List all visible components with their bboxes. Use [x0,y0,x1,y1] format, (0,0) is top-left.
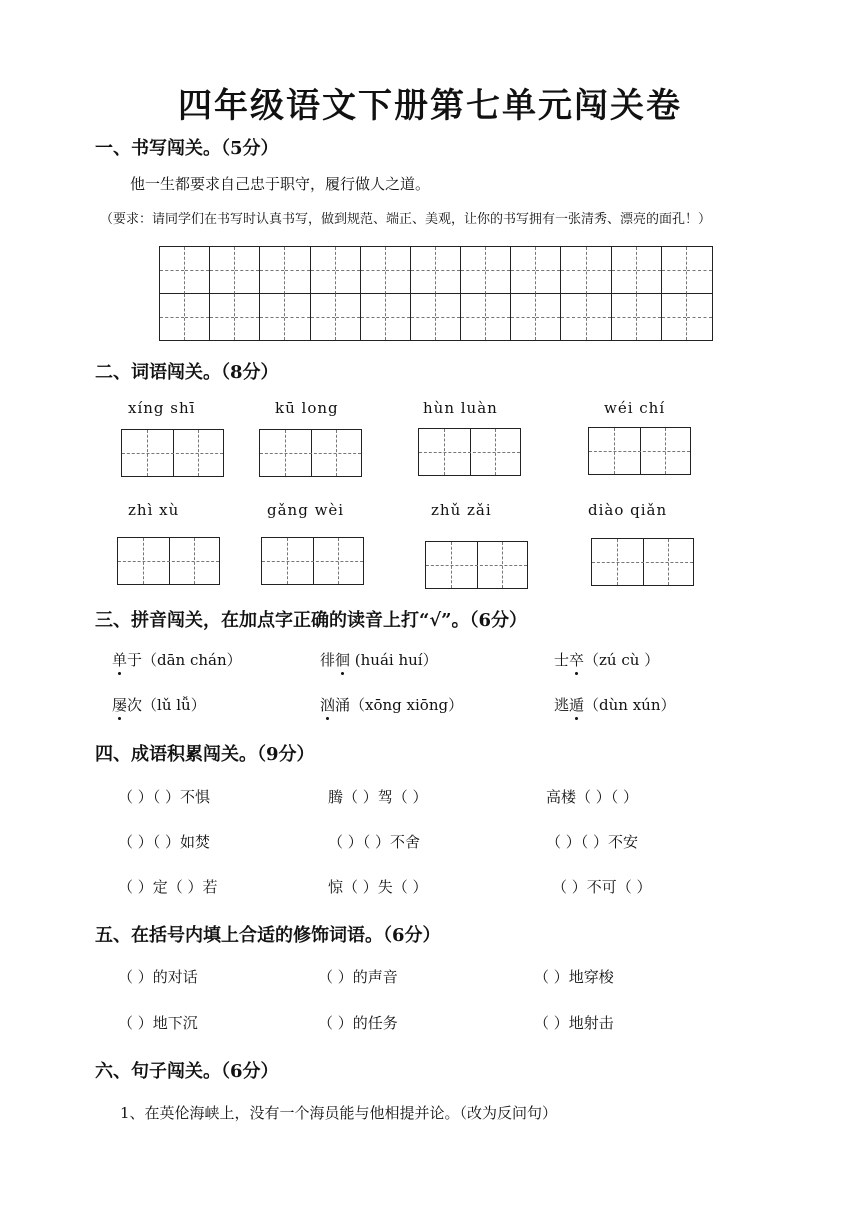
writing-cell[interactable] [285,247,310,294]
writing-cell[interactable] [637,247,662,294]
idiom-blank[interactable]: （ ）（ ）不安 [546,833,639,851]
pronunciation-item[interactable]: 逃遁（dùn xún） [554,696,676,714]
page-title: 四年级语文下册第七单元闯关卷 [178,86,682,126]
writing-cell[interactable] [587,247,612,294]
writing-cell[interactable] [612,247,637,294]
section-6-heading: 六、句子闯关。（6分） [95,1061,279,1082]
word-box[interactable] [588,427,691,475]
pronunciation-item[interactable]: 徘徊 (huái huí） [320,651,438,669]
section-2-heading: 二、词语闯关。（8分） [95,362,279,383]
writing-cell[interactable] [336,247,361,294]
word-box[interactable] [425,541,528,589]
writing-cell[interactable] [587,294,612,341]
pinyin-word: zhǔ zǎi [431,501,492,519]
writing-cell[interactable] [461,247,486,294]
writing-cell[interactable] [160,294,185,341]
pinyin-word: xíng shī [128,399,196,417]
modifier-blank[interactable]: （ ）的对话 [118,968,198,986]
writing-cell[interactable] [311,294,336,341]
word-box[interactable] [591,538,694,586]
pronunciation-item[interactable]: 单于（dān chán） [112,651,242,669]
modifier-blank[interactable]: （ ）的声音 [318,968,398,986]
writing-cell[interactable] [561,294,586,341]
writing-cell[interactable] [386,294,411,341]
writing-cell[interactable] [235,247,260,294]
idiom-blank[interactable]: （ ）定（ ）若 [118,878,218,896]
idiom-blank[interactable]: （ ）（ ）如焚 [118,833,211,851]
writing-cell[interactable] [486,294,511,341]
writing-cell[interactable] [160,247,185,294]
writing-cell[interactable] [687,294,712,341]
writing-cell[interactable] [662,247,687,294]
copy-sentence: 他一生都要求自己忠于职守，履行做人之道。 [130,175,431,193]
writing-cell[interactable] [386,247,411,294]
writing-cell[interactable] [486,247,511,294]
writing-cell[interactable] [511,247,536,294]
writing-cell[interactable] [436,247,461,294]
modifier-blank[interactable]: （ ）的任务 [318,1014,398,1032]
writing-cell[interactable] [260,294,285,341]
pronunciation-item[interactable]: 屡次（lǔ lǚ） [112,696,206,714]
modifier-blank[interactable]: （ ）地穿梭 [534,968,614,986]
idiom-blank[interactable]: 腾（ ）驾（ ） [328,788,428,806]
pinyin-word: zhì xù [128,501,180,519]
pinyin-word: wéi chí [604,399,666,417]
writing-cell[interactable] [260,247,285,294]
pronunciation-item[interactable]: 士卒（zú cù ） [554,651,660,669]
section-3-heading: 三、拼音闯关，在加点字正确的读音上打“√”。（6分） [95,610,528,631]
idiom-blank[interactable]: （ ）不可（ ） [552,878,652,896]
idiom-blank[interactable]: （ ）（ ）不舍 [328,833,421,851]
writing-cell[interactable] [185,247,210,294]
word-box[interactable] [261,537,364,585]
writing-cell[interactable] [561,247,586,294]
writing-cell[interactable] [210,294,235,341]
writing-cell[interactable] [285,294,310,341]
writing-note: （要求：请同学们在书写时认真书写，做到规范、端正、美观，让你的书写拥有一张清秀、漂亮的面孔！） [100,212,712,227]
writing-cell[interactable] [411,294,436,341]
writing-cell[interactable] [637,294,662,341]
writing-grid[interactable] [159,246,713,341]
pronunciation-item[interactable]: 汹涌（xōng xiōng） [320,696,464,714]
idiom-blank[interactable]: 高楼（ ）（ ） [546,788,639,806]
modifier-blank[interactable]: （ ）地射击 [534,1014,614,1032]
writing-cell[interactable] [185,294,210,341]
pinyin-word: diào qiǎn [588,501,668,519]
modifier-blank[interactable]: （ ）地下沉 [118,1014,198,1032]
section-4-heading: 四、成语积累闯关。（9分） [95,744,315,765]
section-1-heading: 一、书写闯关。（5分） [95,138,279,159]
writing-cell[interactable] [687,247,712,294]
word-box[interactable] [418,428,521,476]
idiom-blank[interactable]: 惊（ ）失（ ） [328,878,428,896]
word-box[interactable] [117,537,220,585]
pinyin-word: hùn luàn [423,399,498,417]
writing-cell[interactable] [536,294,561,341]
writing-cell[interactable] [511,294,536,341]
writing-cell[interactable] [612,294,637,341]
writing-cell[interactable] [235,294,260,341]
writing-cell[interactable] [336,294,361,341]
pinyin-word: gǎng wèi [267,501,345,519]
idiom-blank[interactable]: （ ）（ ）不惧 [118,788,211,806]
writing-cell[interactable] [210,247,235,294]
writing-cell[interactable] [411,247,436,294]
word-box[interactable] [121,429,224,477]
writing-cell[interactable] [361,294,386,341]
section-5-heading: 五、在括号内填上合适的修饰词语。（6分） [95,925,441,946]
word-box[interactable] [259,429,362,477]
writing-cell[interactable] [361,247,386,294]
writing-cell[interactable] [461,294,486,341]
writing-cell[interactable] [662,294,687,341]
writing-cell[interactable] [311,247,336,294]
pinyin-word: kū long [275,399,339,417]
writing-cell[interactable] [536,247,561,294]
writing-cell[interactable] [436,294,461,341]
sentence-question: 1、在英伦海峡上，没有一个海员能与他相提并论。（改为反问句） [120,1104,558,1122]
